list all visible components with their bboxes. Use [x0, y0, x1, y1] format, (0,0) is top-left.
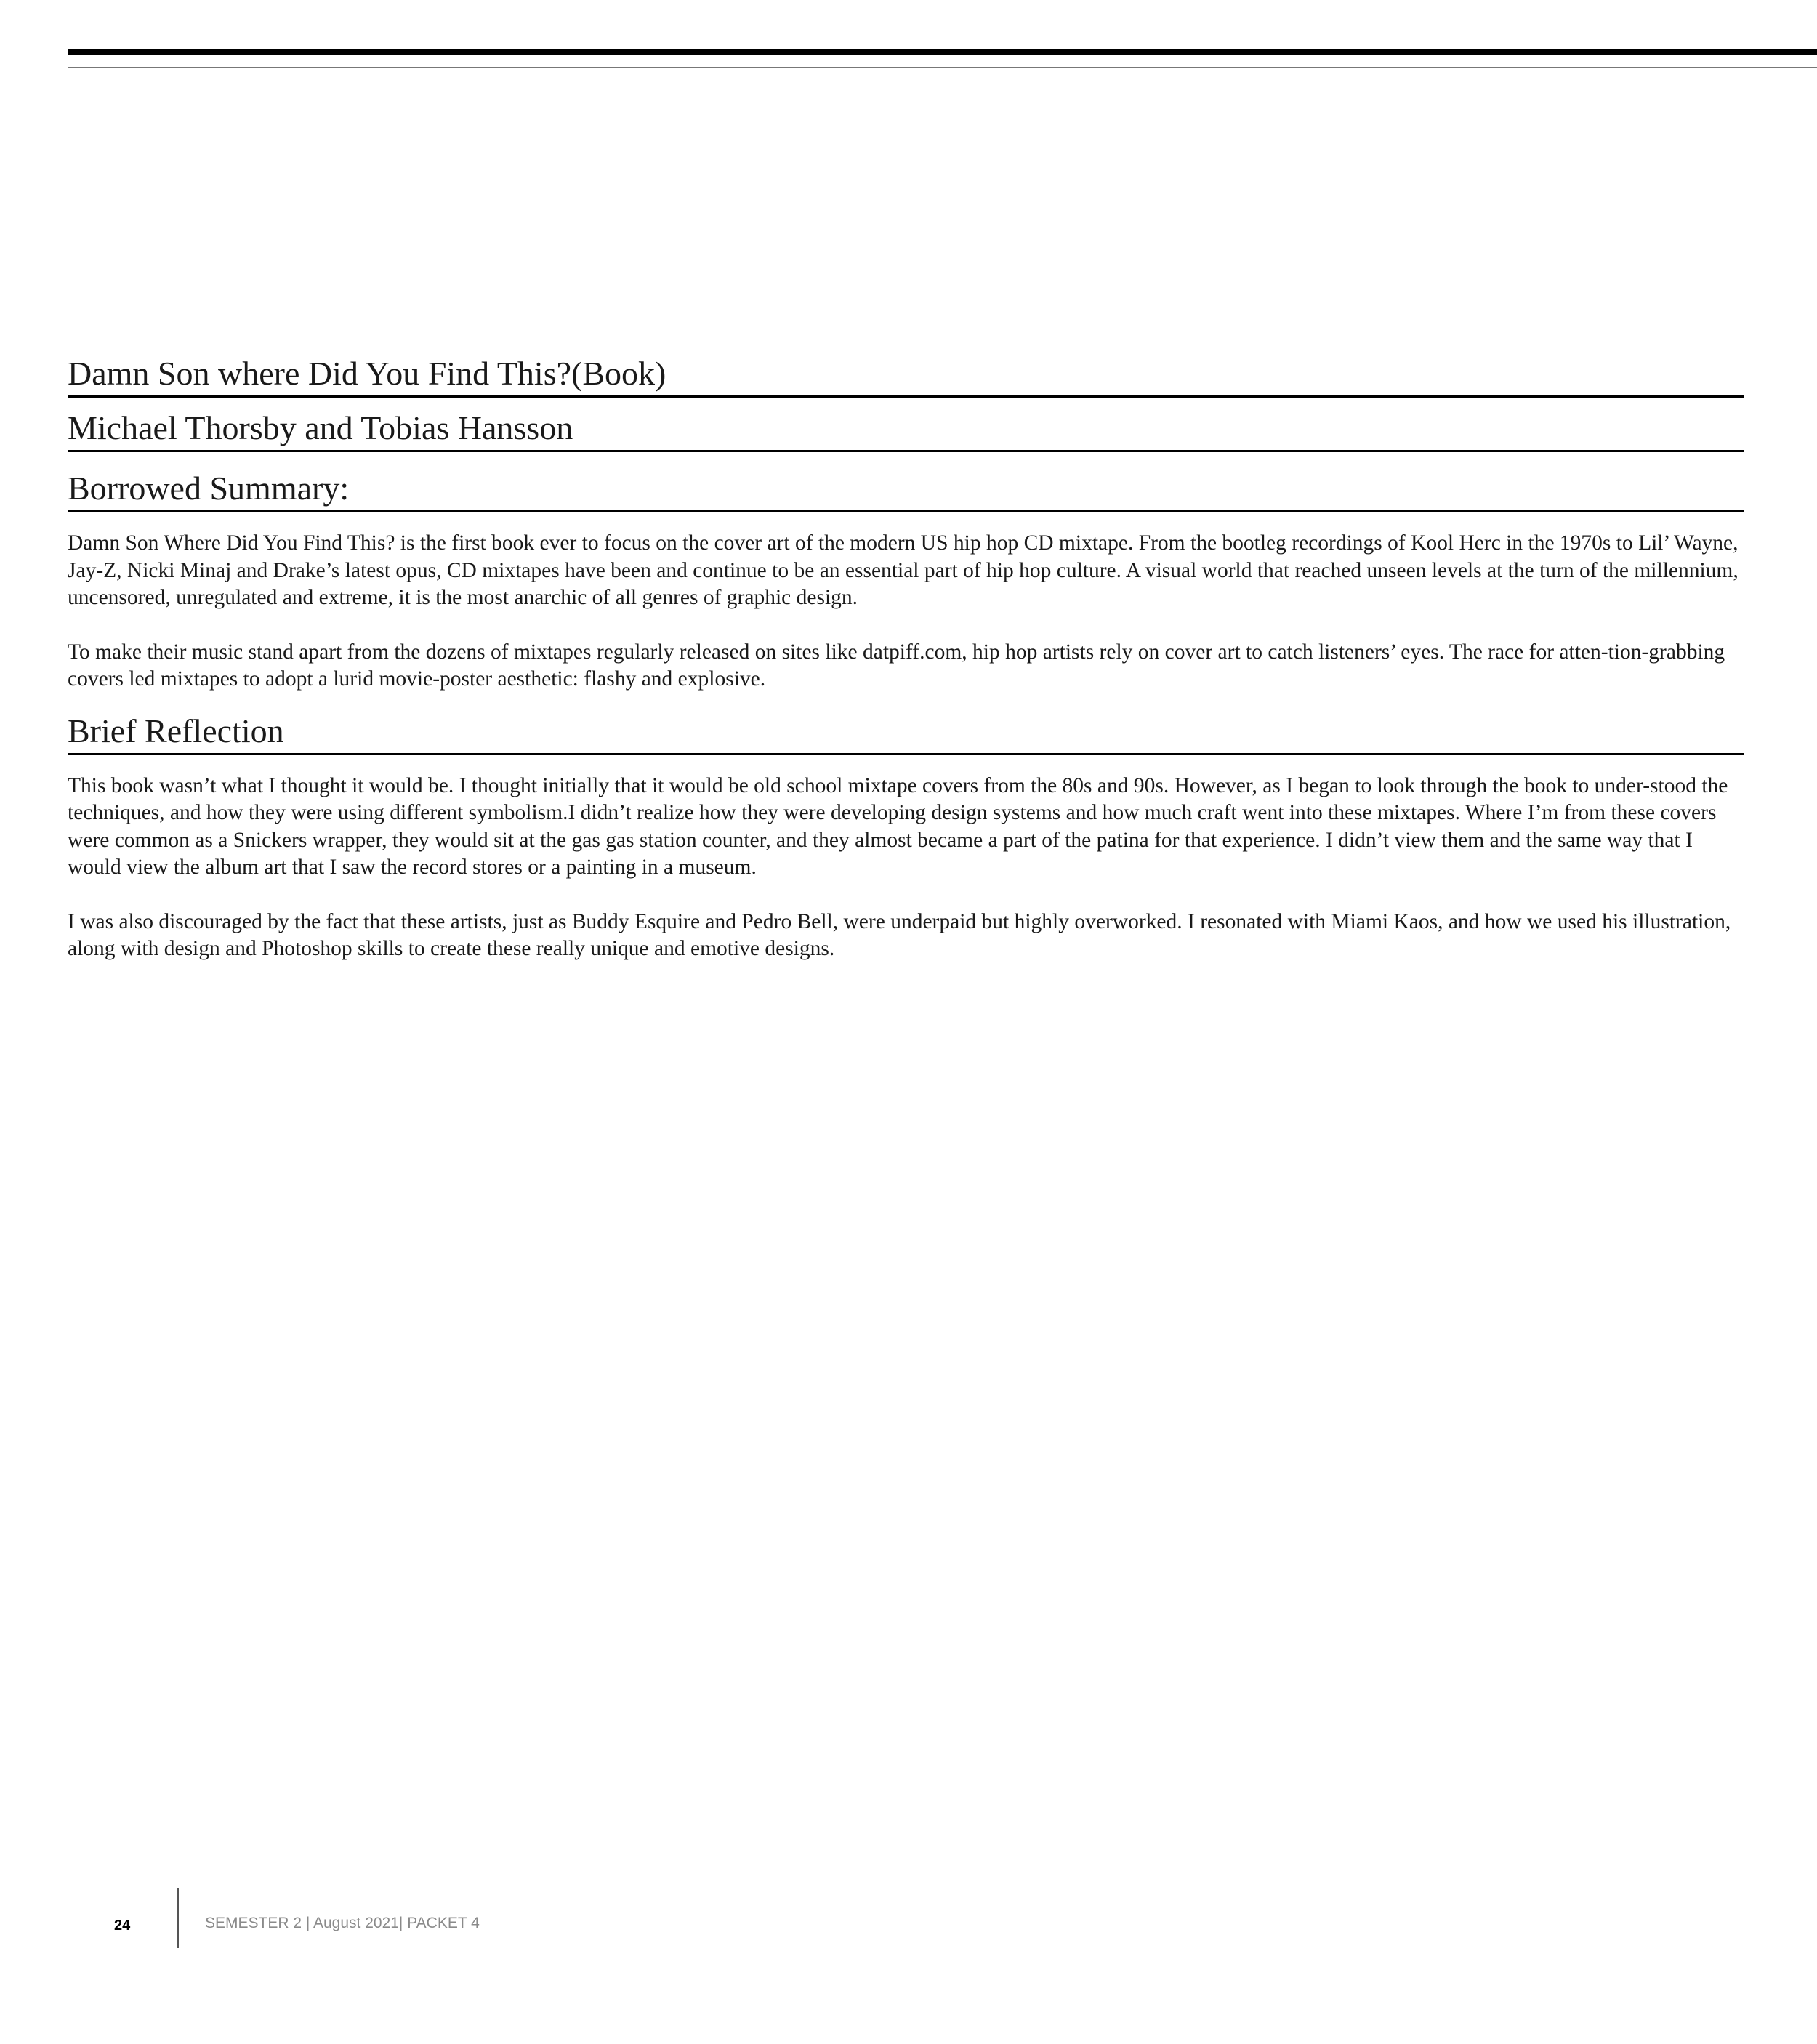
footer-divider	[177, 1888, 179, 1948]
footer-running-text: SEMESTER 2 | August 2021| PACKET 4	[205, 1915, 480, 1931]
document-authors: Michael Thorsby and Tobias Hansson	[68, 408, 1744, 452]
document-title: Damn Son where Did You Find This?(Book)	[68, 353, 1744, 398]
page-number: 24	[114, 1918, 131, 1934]
borrowed-summary-paragraph-1: Damn Son Where Did You Find This? is the first book ever to focus on the cover art of the modern US hip hop CD mixtape. From the bootleg recordings of Kool Herc in the 1970s to Lil’ Wayne, Jay-Z, Nicki Minaj and Drake’s latest opus, CD mixtapes have been and continue to be an essential part of hip hop culture. A visual world that reached unseen levels at the turn of the millennium, uncensored, unregulated and extreme, it is the most anarchic of all genres of graphic design.	[68, 531, 1739, 609]
page-footer	[0, 1883, 1817, 1955]
brief-reflection-heading: Brief Reflection	[68, 711, 1744, 755]
top-rule-thick	[68, 49, 1817, 55]
brief-reflection-section	[68, 711, 1744, 963]
borrowed-summary-heading: Borrowed Summary:	[68, 468, 1744, 512]
brief-reflection-paragraph-2: I was also discouraged by the fact that these artists, just as Buddy Esquire and Pedro Bell, were underpaid but highly overworked. I resonated with Miami Kaos, and how we used his illustration, along with design and Photoshop skills to create these really unique and emotive designs.	[68, 909, 1731, 960]
borrowed-summary-section	[68, 468, 1744, 693]
borrowed-summary-paragraph-2: To make their music stand apart from the dozens of mixtapes regularly released on sites like datpiff.com, hip hop artists rely on cover art to catch listeners’ eyes. The race for atten-tion-grabbing covers led mixtapes to adopt a lurid movie-poster aesthetic: flashy and explosive.	[68, 640, 1725, 691]
brief-reflection-paragraph-1: This book wasn’t what I thought it would be. I thought initially that it would be old school mixtape covers from the 80s and 90s. However, as I began to look through the book to under-stood the techniques, and how they were using different symbolism.I didn’t realize how they were developing design systems and how much craft went into these mixtapes. Where I’m from these covers were common as a Snickers wrapper, they would sit at the gas gas station counter, and they almost became a part of the patina for that experience. I didn’t view them and the same way that I would view the album art that I saw the record stores or a painting in a museum.	[68, 773, 1728, 879]
document-body	[68, 353, 1744, 963]
top-rule-thin	[68, 67, 1817, 68]
